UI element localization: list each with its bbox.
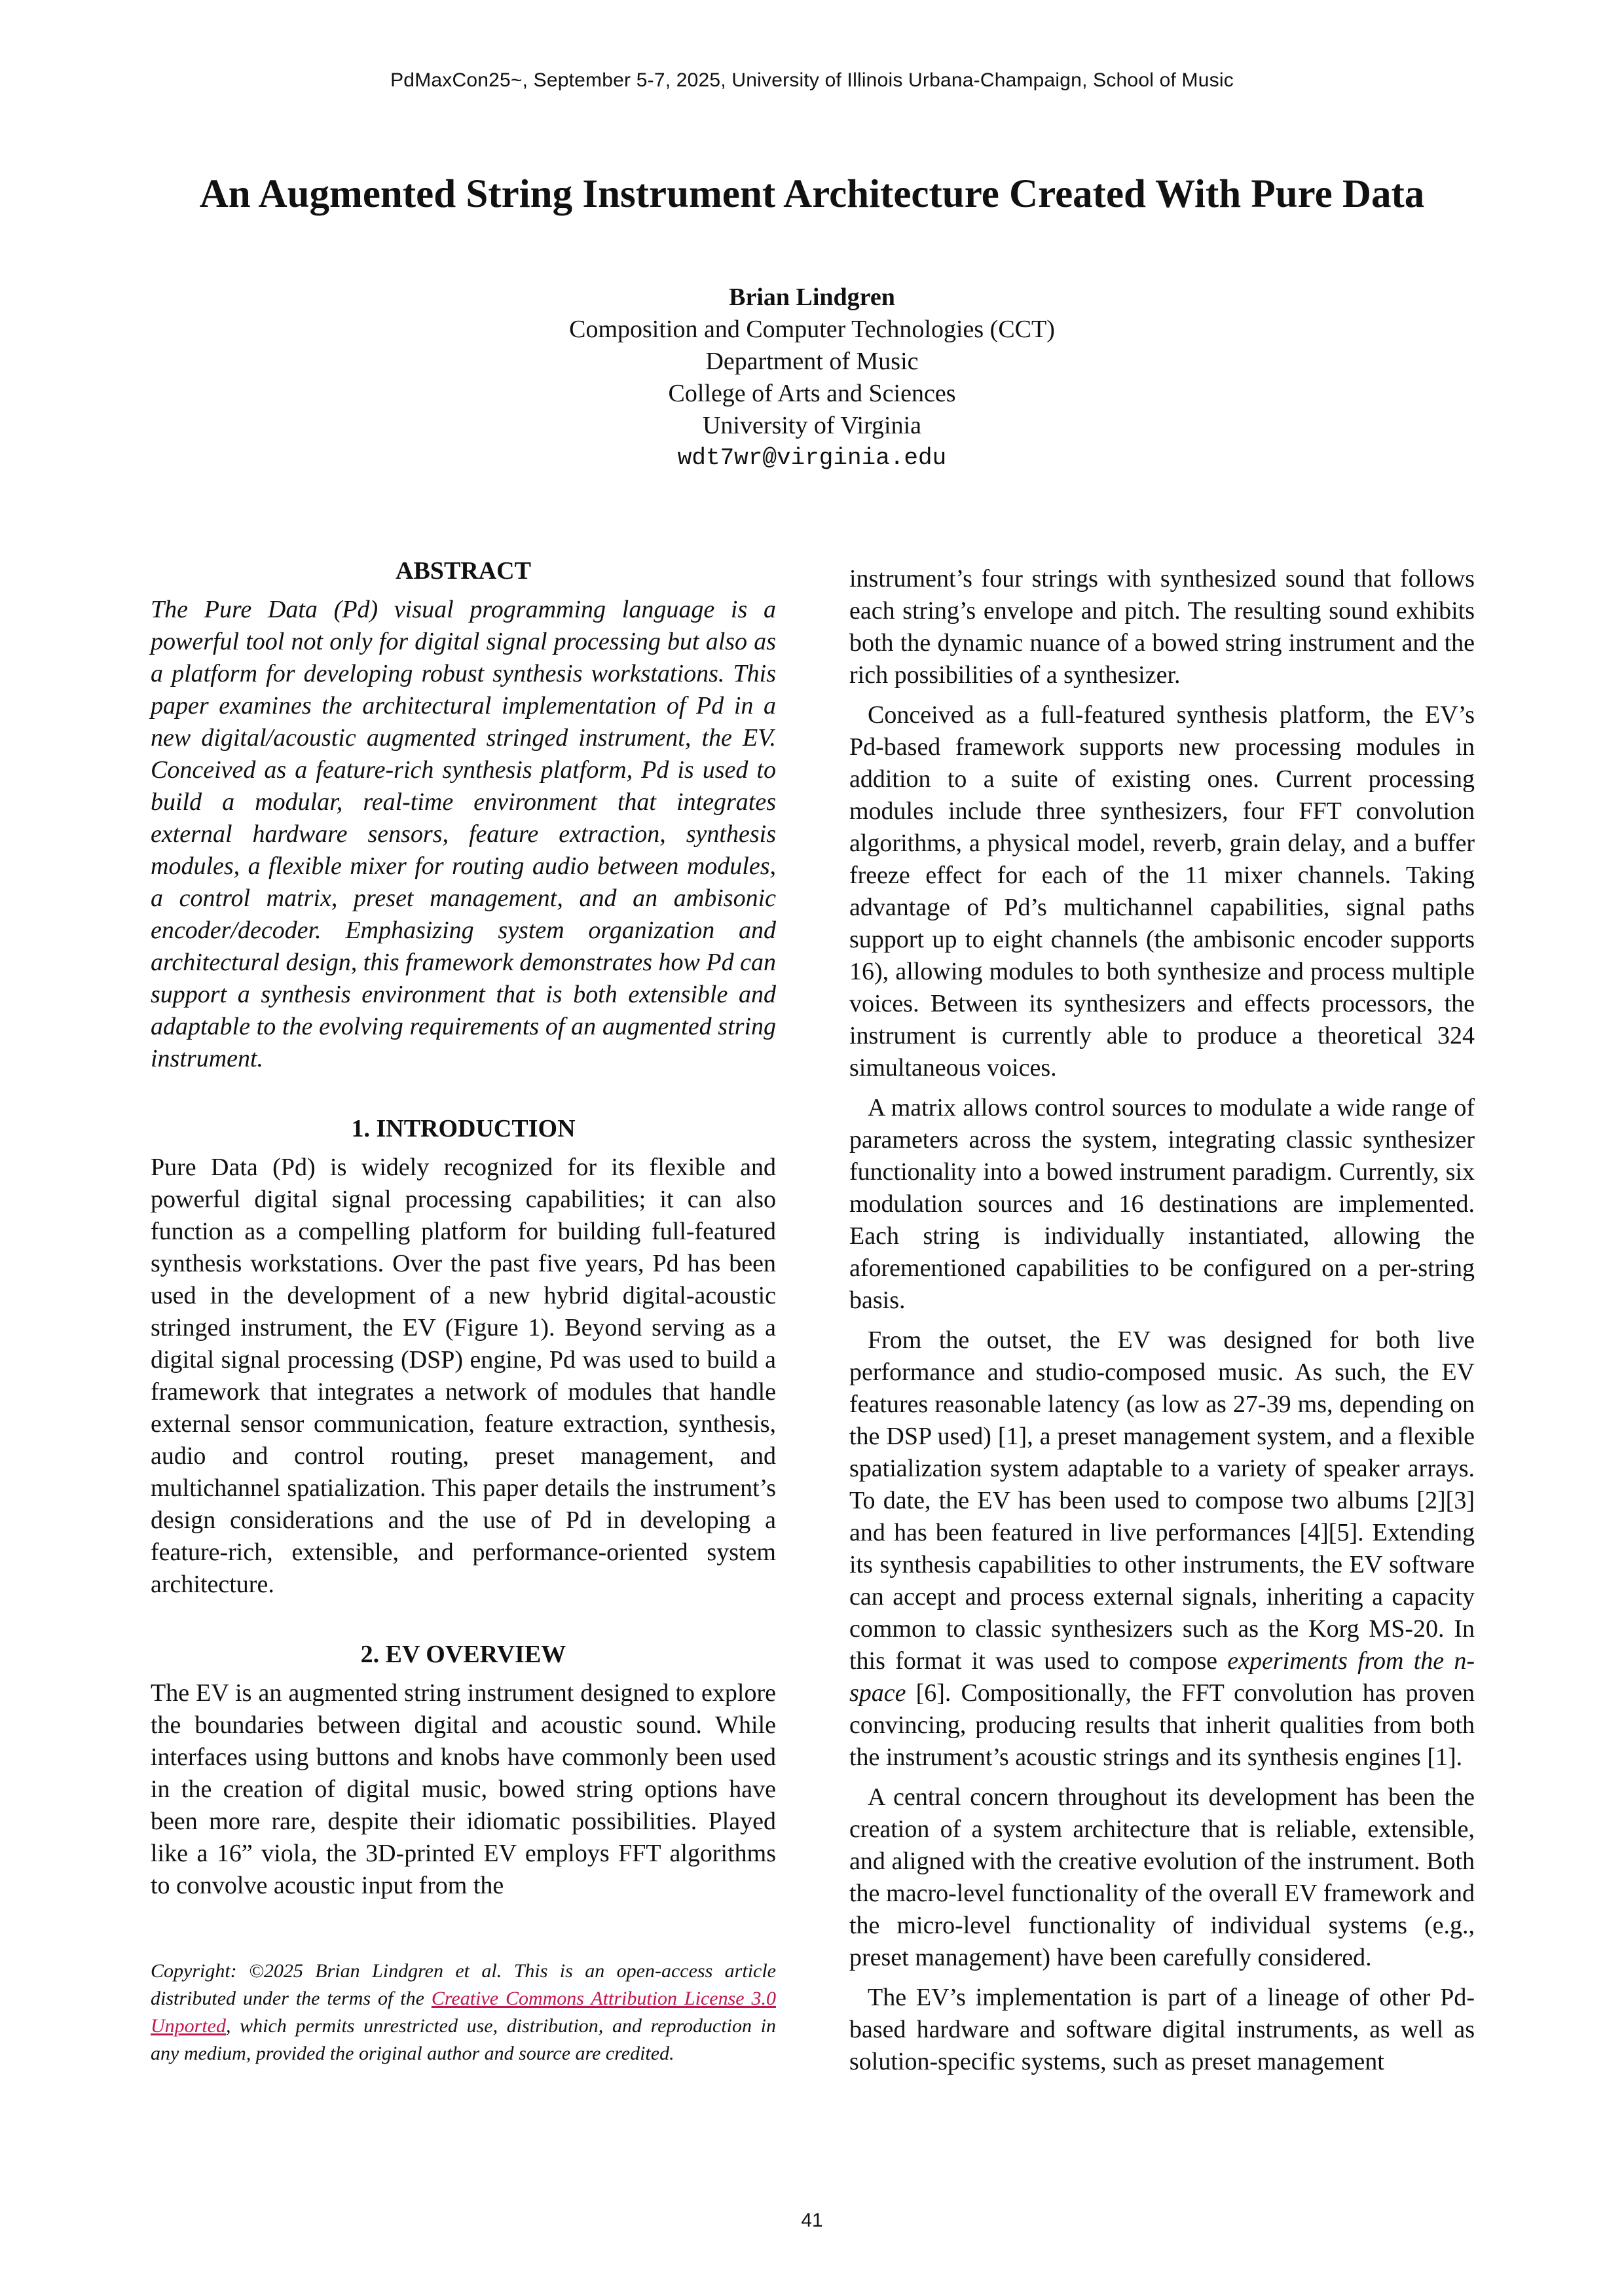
overview-paragraph: The EV is an augmented string instrument designed to explore the boundaries between digital and acoustic sound. While interfaces using buttons and knobs have commonly been used in the creation of digital music, bowed string options have been more rare, despite their idiomatic possibilities. Played like a 16” viola, the 3D-printed EV employs FFT algorithms to convolve acoustic input from the — [151, 1679, 776, 1899]
author-name: Brian Lindgren — [729, 283, 895, 311]
copyright-text: Copyright: ©2025 Brian Lindgren et al. This is an open-access article distributed under the terms of the — [151, 1960, 776, 2009]
affiliation-line: Composition and Computer Technologies (CCT) — [569, 316, 1055, 343]
author-email: wdt7wr@virginia.edu — [677, 445, 947, 471]
affiliation-line: University of Virginia — [702, 412, 922, 439]
copyright-text-end: , which permits unrestricted use, distribution, and reproduction in any medium, provided the original author and source are credited. — [151, 2015, 776, 2064]
body-text: [6]. Compositionally, the FFT convolution has proven convincing, producing results that inherit qualities from both the instrument’s acoustic strings and its synthesis engines [1]. — [849, 1679, 1475, 1771]
copyright-notice — [151, 1958, 776, 2068]
abstract-heading: ABSTRACT — [396, 557, 531, 585]
affiliation-line: Department of Music — [705, 348, 919, 375]
running-header: PdMaxCon25~, September 5-7, 2025, University of Illinois Urbana-Champaign, School of Music — [390, 69, 1234, 91]
body-paragraph: A matrix allows control sources to modulate a wide range of parameters across the system, integrating classic synthesizer functionality into a bowed instrument paradigm. Currently, six modulation sources and 16 destinations are implemented. Each string is individually instantiated, allowing the aforementioned capabilities to be configured on a per-string basis. — [849, 1094, 1475, 1314]
cited-work-title: experiments from the n-space — [849, 1647, 1475, 1707]
body-paragraph: A central concern throughout its development has been the creation of a system architecture that is reliable, extensible, and aligned with the creative evolution of the instrument. Both the macro-level functionality of the overall EV framework and the micro-level functionality of individual systems (e.g., preset management) have been carefully considered. — [849, 1783, 1475, 1971]
introduction-paragraph: Pure Data (Pd) is widely recognized for its flexible and powerful digital signal processing capabilities; it can also function as a compelling platform for building full-featured synthesis workstations. Over the past five years, Pd has been used in the development of a new hybrid digital-acoustic stringed instrument, the EV (Figure 1). Beyond serving as a digital signal processing (DSP) engine, Pd was used to build a framework that integrates a network of modules that handle external sensor communication, feature extraction, synthesis, audio and control routing, preset management, and multichannel spatialization. This paper details the instrument’s design considerations and the use of Pd in developing a feature-rich, extensible, and performance-oriented system architecture. — [151, 1154, 776, 1598]
body-paragraph: instrument’s four strings with synthesized sound that follows each string’s envelope and pitch. The resulting sound exhibits both the dynamic nuance of a bowed string instrument and the rich possibilities of a synthesizer. — [849, 565, 1475, 689]
right-column — [849, 563, 1475, 2078]
left-column — [151, 555, 776, 1902]
license-link[interactable]: Creative Commons Attribution License 3.0 Unported — [151, 1988, 776, 2037]
page-number: 41 — [801, 2210, 823, 2231]
abstract-text: The Pure Data (Pd) visual programming language is a powerful tool not only for digital signal processing but also as a platform for developing robust synthesis workstations. This paper examines the architectural implementation of Pd in a new digital/acoustic augmented stringed instrument, the EV. Conceived as a feature-rich synthesis platform, Pd is used to build a modular, real-time environment that integrates external hardware sensors, feature extraction, synthesis modules, a flexible mixer for routing audio between modules, a control matrix, preset management, and an ambisonic encoder/decoder. Emphasizing system organization and architectural design, this framework demonstrates how Pd can support a synthesis environment that is both extensible and adaptable to the evolving requirements of an augmented string instrument. — [151, 596, 776, 1072]
affiliation-line: College of Arts and Sciences — [668, 380, 956, 407]
author-block — [0, 282, 1624, 474]
body-paragraph: The EV’s implementation is part of a lineage of other Pd-based hardware and software digital instruments, as well as solution-specific systems, such as preset management — [849, 1984, 1475, 2075]
body-paragraph: Conceived as a full-featured synthesis platform, the EV’s Pd-based framework supports new processing modules in addition to a suite of existing ones. Current processing modules include three synthesizers, four FFT convolution algorithms, a physical model, reverb, grain delay, and a buffer freeze effect for each of the 11 mixer channels. Taking advantage of Pd’s multichannel capabilities, signal paths support up to eight channels (the ambisonic encoder supports 16), allowing modules to both synthesize and process multiple voices. Between its synthesizers and effects processors, the instrument is currently able to produce a theoretical 324 simultaneous voices. — [849, 701, 1475, 1082]
body-paragraph — [849, 1324, 1475, 1774]
paper-title: An Augmented String Instrument Architecture Created With Pure Data — [199, 172, 1425, 216]
body-text: From the outset, the EV was designed for both live performance and studio-composed music. As such, the EV features reasonable latency (as low as 27-39 ms, depending on the DSP used) [1], a preset management system, and a flexible spatialization system adaptable to a variety of speaker arrays. To date, the EV has been used to compose two albums [2][3] and has been featured in live performances [4][5]. Extending its synthesis capabilities to other instruments, the EV software can accept and process external signals, inheriting a capacity common to classic synthesizers such as the Korg MS-20. In this format it was used to compose — [849, 1326, 1475, 1675]
introduction-heading: 1. INTRODUCTION — [351, 1115, 576, 1142]
overview-heading: 2. EV OVERVIEW — [360, 1641, 566, 1668]
